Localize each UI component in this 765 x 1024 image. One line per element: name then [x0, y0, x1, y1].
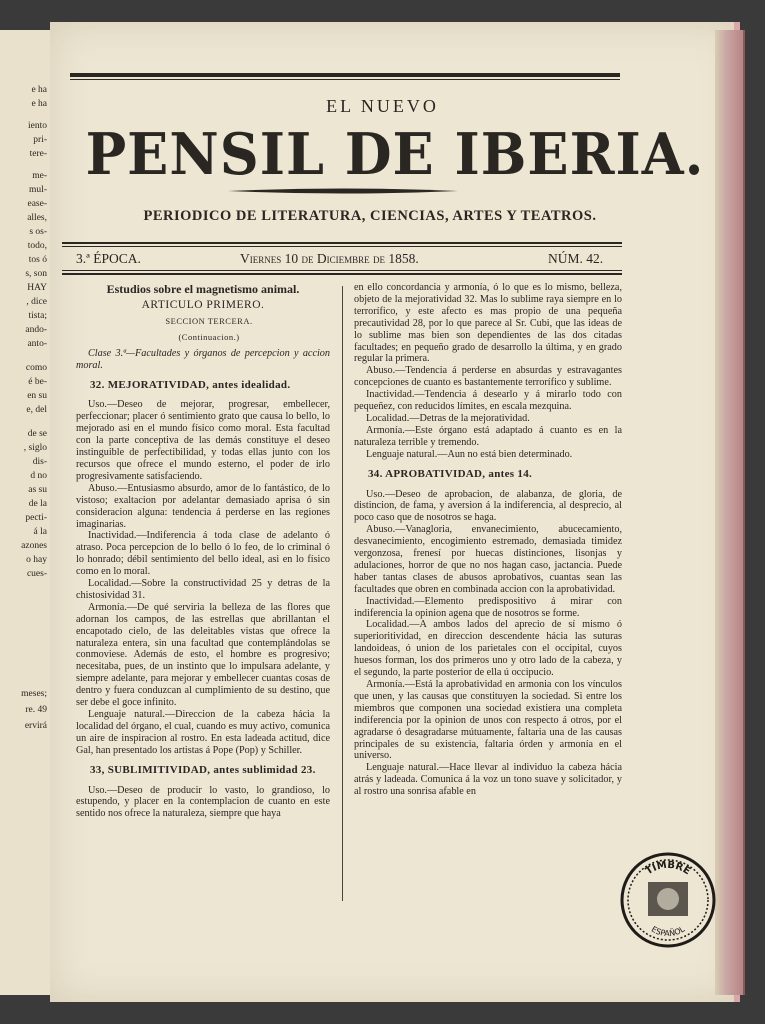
svg-text:TIMBRE — [644, 860, 692, 878]
left-page-fragment-text: pecti- — [25, 513, 47, 523]
left-page-fragment-text: e ha — [31, 99, 47, 109]
left-page-fragment-text: de la — [28, 499, 47, 509]
dateline-rule-bottom — [62, 270, 622, 271]
issue-date: Viernes 10 de Diciembre de 1858. — [240, 251, 419, 266]
paragraph: Uso.—Deseo de mejorar, progresar, embellecer, perfeccionar; placer ó sentimiento grato que causa lo bello, lo mejorado asi en el mundo físico como moral. Esta facultad con la parte conceptiva de las demás constituye el deseo instinguible de perfectibilidad, y todas ellas junto con los recursos que ofrece el mundo esterno, el poder de irlo progresivamente satisfaciendo. — [76, 399, 330, 482]
section-label: SECCION TERCERA. — [165, 315, 253, 326]
paragraph: Uso.—Deseo de aprobacion, de alabanza, de gloria, de distincion, de fama, y aversion á la indiferencia, al desprecio, al poco caso que de nosotros se haga. — [354, 488, 622, 524]
top-rule — [70, 73, 620, 77]
paragraph: Uso.—Deseo de producir lo vasto, lo grandioso, lo estupendo, y placer en la contemplacion de cuanto en este sentido nos ofrece la naturaleza, siempre que haya — [76, 784, 330, 820]
paragraph: Abuso.—Tendencia á perderse en absurdas y estravagantes concepciones de cuanto es bastantemente terrorífico y sublime. — [354, 365, 622, 389]
left-page-fragment-text: iento — [28, 121, 47, 131]
paragraph: Abuso.—Entusiasmo absurdo, amor de lo fantástico, de lo vistoso; exaltacion por adelantar demasiado aprisa ó sin consideracion alguna: tendencia á perderse en las regiones imaginarias. — [76, 482, 330, 530]
stamp-bottom-text: ESPAÑOL — [649, 924, 687, 939]
continuation-label: (Continuacion.) — [178, 331, 240, 342]
svg-text:ESPAÑOL — [650, 924, 687, 938]
left-page-fragment-text: como — [25, 363, 47, 373]
masthead-subtitle: PERIODICO DE LITERATURA, CIENCIAS, ARTES Y TEATROS. — [143, 208, 597, 224]
left-page-fragment-text: todo, — [27, 241, 47, 251]
left-page-fragment-text: cues- — [26, 569, 47, 579]
paragraph: Armonía.—Este órgano está adaptado á cuanto es en la naturaleza terrible y tremendo. — [354, 424, 622, 448]
paragraph: Lenguaje natural.—Hace llevar al individuo la cabeza hácia atrás y ladeada. Comunica á la voz un tono suave y solicitador, y al rostro una sonrisa afable en — [354, 762, 622, 798]
column-2 — [354, 282, 622, 907]
heading-34: 34. APROBATIVIDAD, antes 14. — [368, 467, 533, 480]
left-page-fragment-text: azones — [21, 541, 47, 551]
clase-line: Clase 3.ª—Facultades y órganos de percepcion y accion moral. — [76, 347, 330, 371]
top-rule-thin — [70, 79, 620, 80]
paragraph: en ello concordancia y armonía, ó lo que es lo mismo, belleza, objeto de la mejoratividad 32. Mas lo sublime raya siempre en lo terrorífico, y este afecto es mas propio de una pequeña precautividad 28, por lo que parece al Sr. Cubi, que las ideas de lo sublime mas bien son dependientes de las dos citadas facultades; en pequeño grado de desarrollo la última, y en grado regular la primera. — [354, 282, 622, 365]
paragraph: Armonía.—Está la aprobatividad en armonia con los vínculos que unen, y las causas que constituyen la sociedad. Si entre los miembros que componen una sociedad existiera una completa indiferencia por la opinion de unos con respecto á otros, por el agradarse ó desagradarse mútuamente, faltaria una de las causas principales de su existencia, faltaria órden y armonía en el universo. — [354, 679, 622, 762]
left-page-fragment-text: ervirá — [24, 721, 47, 731]
paragraph: Localidad.—Detras de la mejoratividad. — [366, 412, 530, 424]
left-page-fragment-text: tere- — [29, 149, 47, 159]
left-page-fragment-text: dis- — [32, 457, 47, 467]
ornament-rule — [228, 186, 458, 196]
paragraph: Abuso.—Vanagloria, envanecimiento, abucecamiento, desvanecimiento, encogimiento estremado, demasiada timidez vergonzosa, frenesí por huecas distinciones, lisonjas y adulaciones, horror de que no nos hagan caso, jactancia. Puede haber tantas clases de abusos aprobativos, cuantas sean las facultades que obren en combinada accion con la aprobatividad. — [354, 524, 622, 595]
left-page-fragment-text: tos ó — [28, 255, 47, 265]
left-page-fragment-text: o hay — [26, 555, 47, 565]
paragraph: Inactividad.—Tendencia á desearlo y á mirarlo todo con pequeñez, con reducidos límites, en escala mezquina. — [354, 389, 622, 413]
left-page-fragment-text: de se — [27, 429, 47, 439]
left-page-fragment-text: mul- — [29, 185, 47, 195]
left-page-fragment-text: , dice — [26, 297, 47, 307]
dateline-rule-top — [62, 242, 622, 244]
paragraph: Lenguaje natural.—Aun no está bien determinado. — [366, 448, 573, 460]
dateline-rule-bottom-thick — [62, 273, 622, 275]
stamp-text: TIMBRE — [643, 859, 693, 878]
left-page-fragment-text: ando- — [25, 325, 47, 335]
left-page-fragment-text: HAY — [27, 283, 47, 293]
column-1 — [76, 282, 330, 907]
left-page-fragment-text: e, del — [26, 405, 47, 415]
left-page-fragment-text: as su — [28, 485, 47, 495]
left-page-fragment-text: , siglo — [23, 443, 47, 453]
paragraph: Lenguaje natural.—Direccion de la cabeza hácia la localidad del órgano, el cual, cuando es muy activo, comunica un aire de inspiracion al rostro. En esta ladeada actitud, dice Gal, han presentado los artistas á Pope (Pop) y Schiller. — [76, 709, 330, 756]
postage-stamp-icon — [618, 850, 718, 950]
paragraph: Armonía.—De qué serviria la belleza de las flores que adornan los campos, de las estrellas que abrillantan el encapotado cielo, de las deleitables vistas que ofrece la naturaleza entera, sin una facultad que contemplándolas se conmoviese. Además de esto, el hombre es progresivo; necesitaba, pues, de un instinto que lo impulsara adelante, y siempre adelante, para mejorar y embellecer cuantas cosas de dentro y fuera conduzcan al cumplimiento de su destino, que ser debe el goce infinito. — [76, 601, 330, 709]
left-page-fragment-text: pri- — [33, 135, 47, 145]
left-page-fragment — [0, 30, 52, 995]
paragraph: Inactividad.—Indiferencia á toda clase de adelanto ó atraso. Poca percepcion de lo bello ó lo feo, de lo criminal ó lo honrado; débil sentimiento del bello ideal, asi en lo físico como en lo moral. — [76, 530, 330, 578]
left-page-fragment-text: anto- — [27, 339, 47, 349]
left-page-fragment-text: ease- — [27, 199, 47, 209]
left-page-fragment-text: é be- — [28, 377, 47, 387]
left-page-fragment-text: en su — [27, 391, 47, 401]
left-page-fragment-text: re. 49 — [25, 705, 47, 715]
epoch: 3.ª ÉPOCA. — [76, 251, 141, 266]
issue-number: NÚM. 42. — [548, 251, 604, 266]
left-page-fragment-text: me- — [32, 171, 47, 181]
heading-32: 32. MEJORATIVIDAD, antes idealidad. — [90, 378, 291, 391]
left-page-fragment-text: e ha — [31, 85, 47, 95]
left-page-fragment-text: s os- — [29, 227, 47, 237]
column-divider — [342, 286, 343, 901]
masthead-prefix: EL NUEVO — [326, 96, 439, 116]
masthead-title: PENSIL DE IBERIA. — [85, 120, 705, 188]
dateline-rule-top-thin — [62, 246, 622, 247]
left-page-fragment-text: alles, — [27, 213, 47, 223]
paragraph: Inactividad.—Elemento predispositivo á mirar con indiferencia la opinion agena que de nosotros se forme. — [354, 595, 622, 619]
left-page-fragment-text: meses; — [21, 689, 47, 699]
article-number: ARTICULO PRIMERO. — [141, 299, 265, 311]
paragraph: Localidad.—Sobre la constructividad 25 y detras de la chistosividad 31. — [76, 578, 330, 601]
left-page-fragment-text: s, son — [25, 269, 47, 279]
article-title: Estudios sobre el magnetismo animal. — [106, 282, 300, 296]
left-page-fragment-text: á la — [33, 527, 47, 537]
heading-33: 33, SUBLIMITIVIDAD, antes sublimidad 23. — [90, 763, 316, 776]
paragraph: Localidad.—A ambos lados del aprecio de sí mismo ó superioritividad, en direccion descendente hácia las suturas landoideas, ó union de los parietales con el occipital, cuyos huesos forman, los dos primeros uno y otro lado de la cabeza, y el segundo, la parte posterior de ella ú occipucio. — [354, 619, 622, 679]
left-page-fragment-text: d no — [30, 471, 47, 481]
left-page-fragment-text: tista; — [28, 311, 47, 321]
